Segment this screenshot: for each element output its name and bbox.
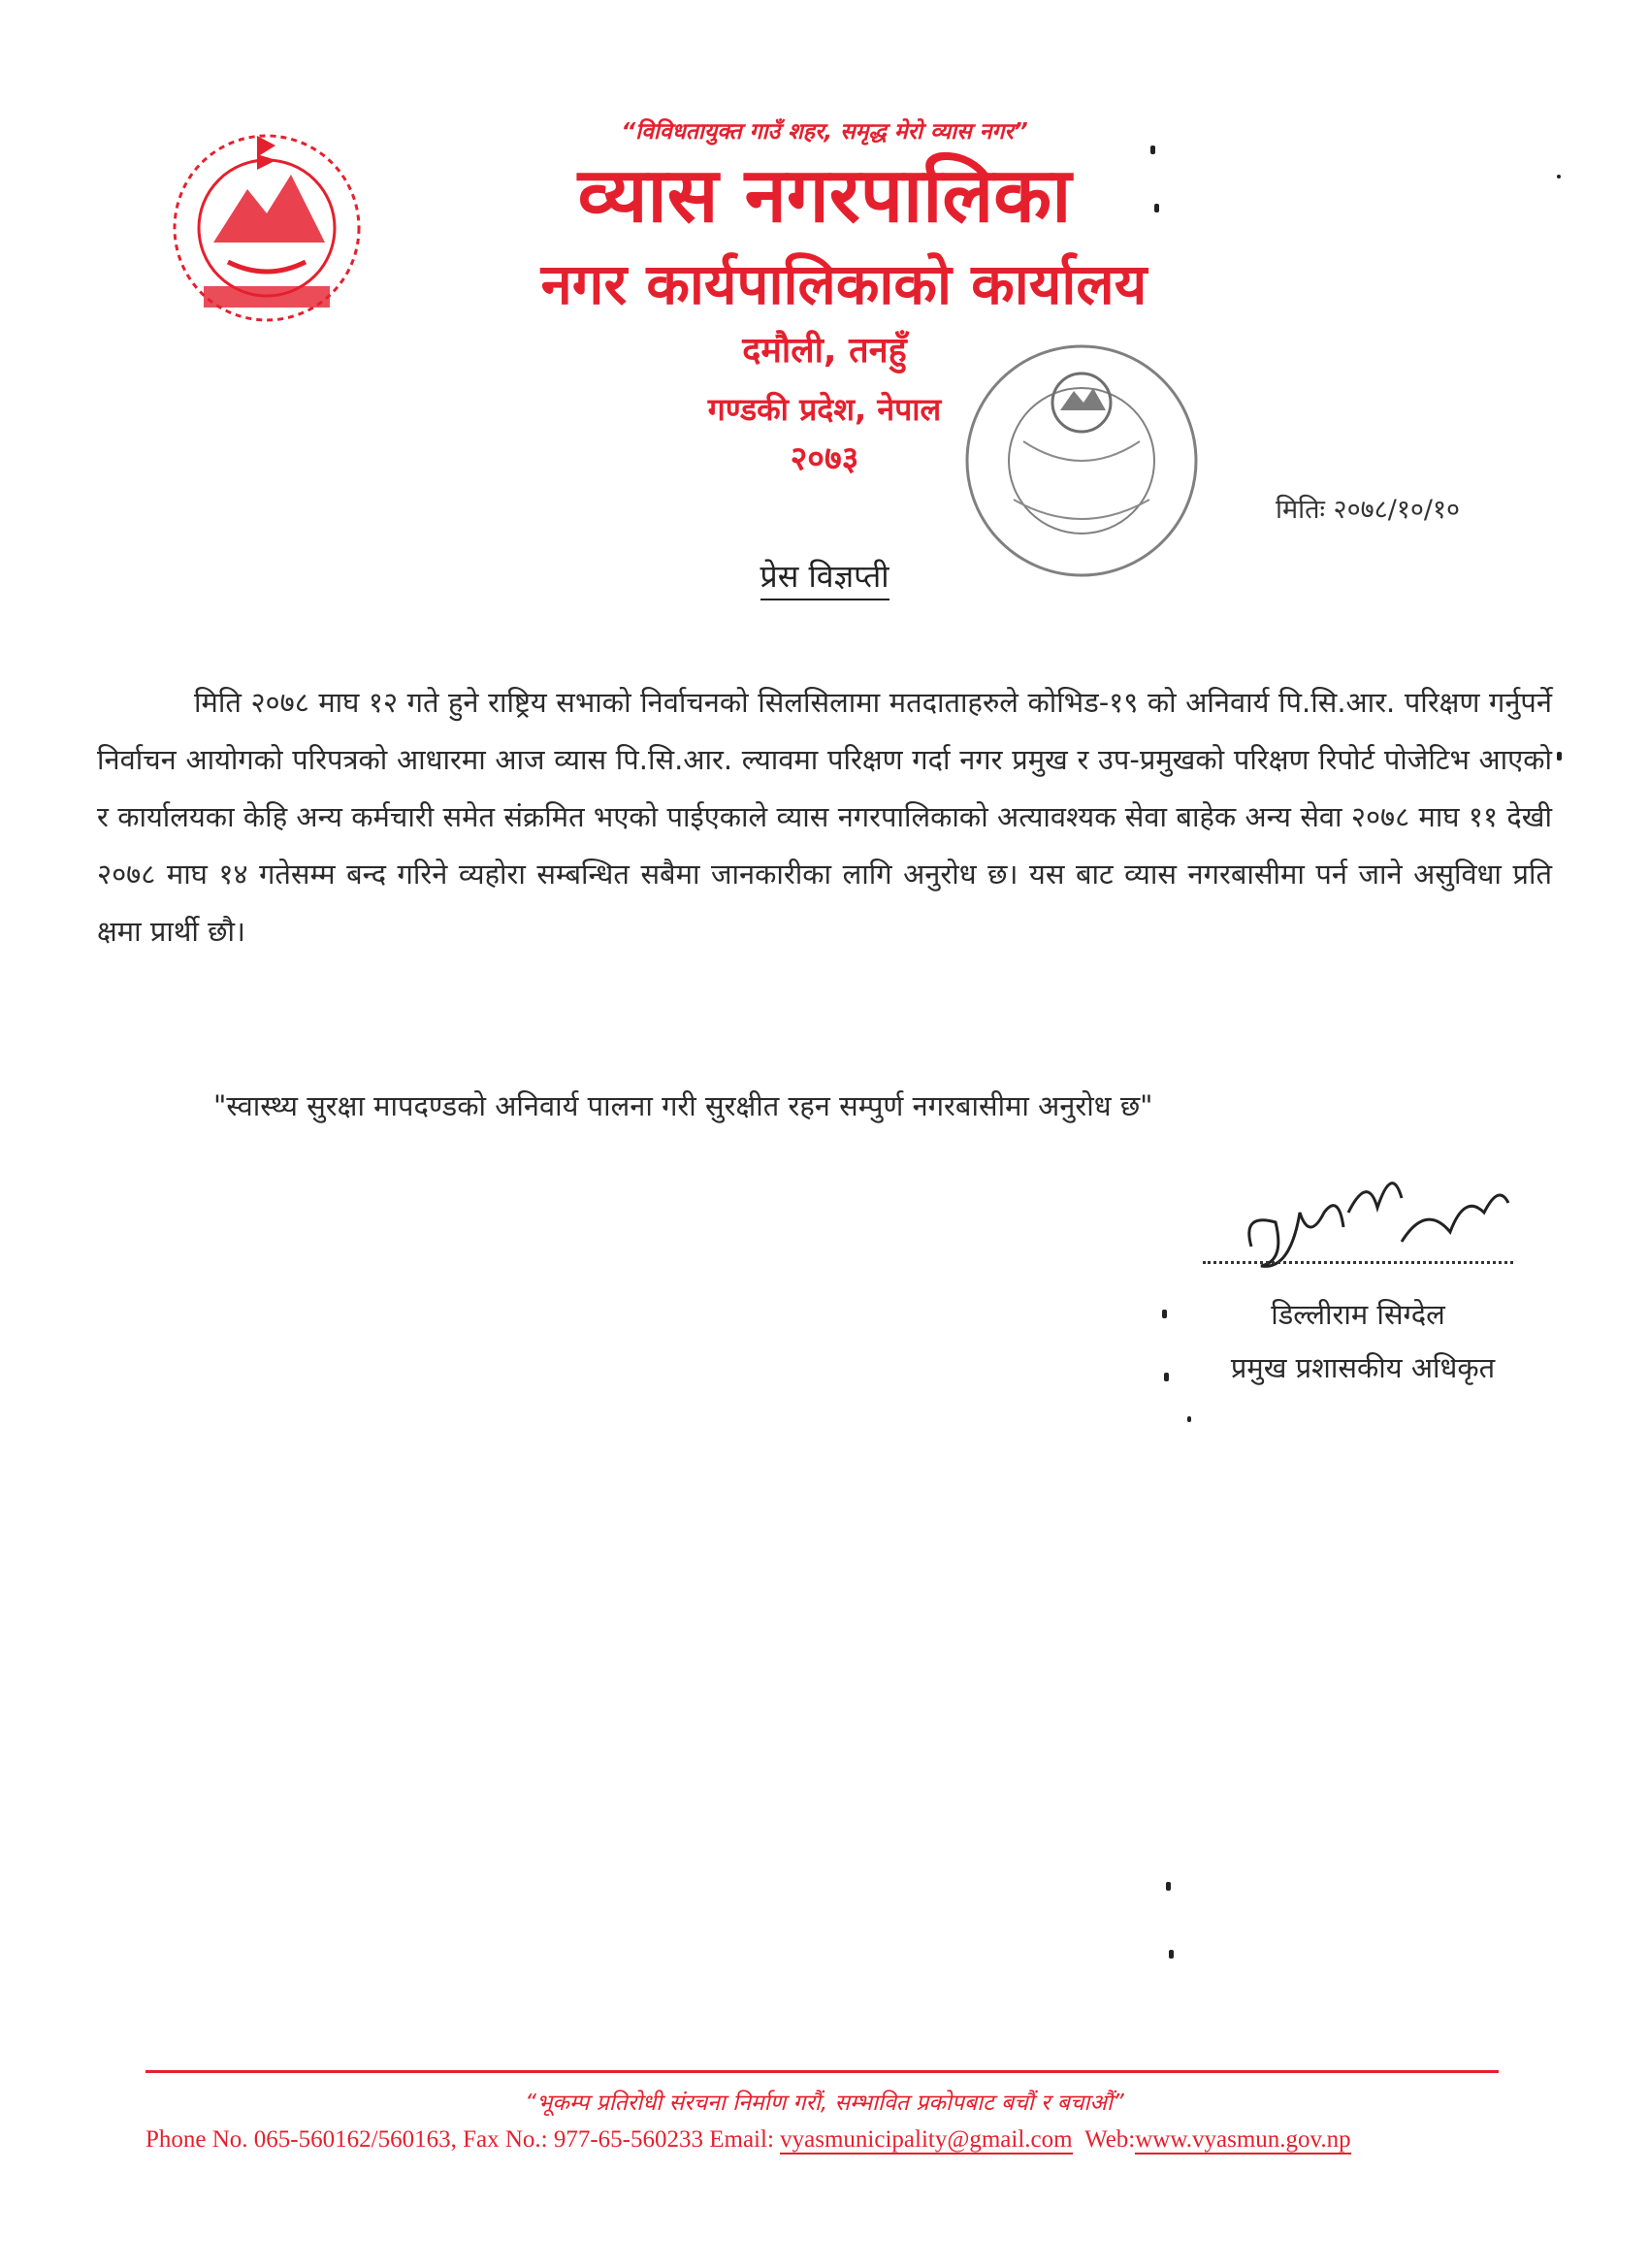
contact-info (146, 2126, 1523, 2154)
office-name: नगर कार्यपालिकाको कार्यालय (540, 251, 1148, 317)
web-link[interactable]: www.vyasmun.gov.np (1135, 2126, 1351, 2153)
document-title-text: प्रेस विज्ञप्ती (760, 558, 889, 600)
issue-date: मितिः २०७८/१०/१० (1276, 495, 1461, 525)
email-label: Email: (709, 2126, 774, 2153)
fax-number: Fax No.: 977-65-560233 (463, 2126, 703, 2153)
letterhead-slogan: “विविधतायुक्त गाउँ शहर, समृद्ध मेरो व्यास नगर” (621, 119, 1028, 145)
signatory-title: प्रमुख प्रशासकीय अधिकृत (1230, 1351, 1496, 1384)
footer-slogan: “भूकम्प प्रतिरोधी संरचना निर्माण गरौं, सम्भावित प्रकोपबाट बचौं र बचाऔं” (525, 2090, 1124, 2116)
phone-number: Phone No. 065-560162/560163, (146, 2126, 457, 2153)
established-year: २०७३ (790, 439, 859, 478)
address-line-2: गण्डकी प्रदेश, नेपाल (707, 391, 942, 428)
email-link[interactable]: vyasmunicipality@gmail.com (780, 2126, 1073, 2153)
municipality-name: व्यास नगरपालिका (577, 152, 1072, 240)
signatory-name: डिल्लीराम सिग्देल (1271, 1298, 1445, 1331)
body-paragraph: मिति २०७८ माघ १२ गते हुने राष्ट्रिय सभाको निर्वाचनको सिलसिलामा मतदाताहरुले कोभिड-१९ को अनिवार्य पि.सि.आर. परिक्षण गर्नुपर्ने निर्वाचन आयोगको परिपत्रको आधारमा आज व्यास पि.सि.आर. ल्यावमा परिक्षण गर्दा नगर प्रमुख र उप-प्रमुखको परिक्षण रिपोर्ट पोजेटिभ आएको र कार्यालयका केहि अन्य कर्मचारी समेत संक्रमित भएको पाईएकाले व्यास नगरपालिकाको अत्यावश्यक सेवा बाहेक अन्य सेवा २०७८ माघ ११ देखी २०७८ माघ १४ गतेसम्म बन्द गरिने व्यहोरा सम्बन्धित सबैमा जानकारीका लागि अनुरोध छ। यस बाट व्यास नगरबासीमा पर्न जाने असुविधा प्रति क्षमा प्रार्थी छौ। (97, 686, 1552, 948)
footer-rule (146, 2070, 1499, 2073)
web-label: Web: (1084, 2126, 1136, 2153)
health-appeal: "स्वास्थ्य सुरक्षा मापदण्डको अनिवार्य पालना गरी सुरक्षीत रहन सम्पुर्ण नगरबासीमा अनुरोध छ" (213, 1089, 1153, 1122)
address-line-1: दमौली, तनहुँ (742, 331, 907, 371)
